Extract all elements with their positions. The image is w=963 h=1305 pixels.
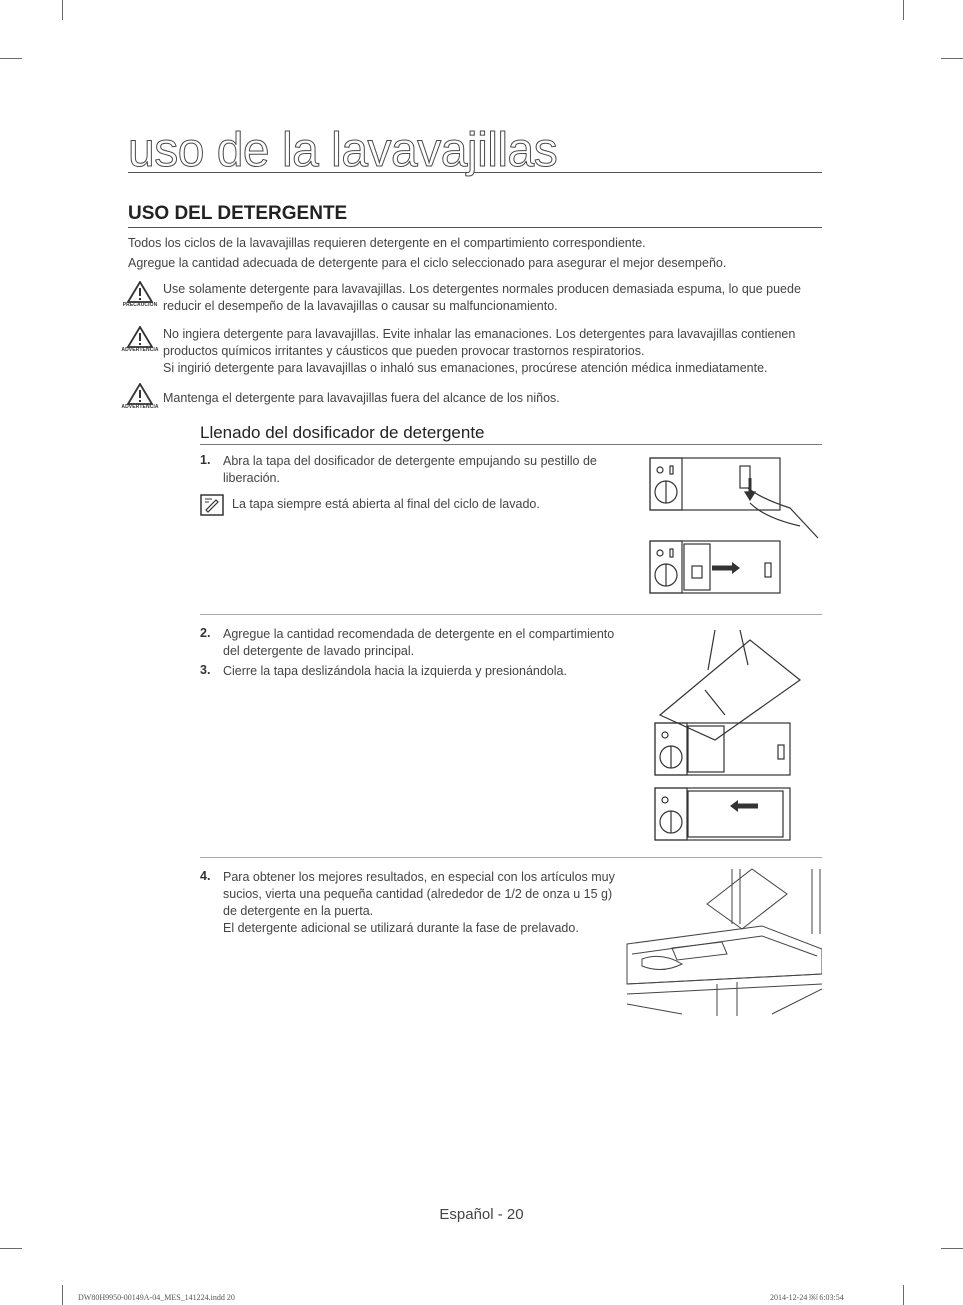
step-text: Abra la tapa del dosificador de detergente empujando su pestillo de	[223, 454, 597, 468]
warning-text: No ingiera detergente para lavavajillas. Evite inhalar las emanaciones. Los detergentes para lavavajillas contienen	[163, 327, 796, 341]
crop-mark	[903, 0, 904, 20]
intro-line: Todos los ciclos de la lavavajillas requieren detergente en el compartimiento correspondiente.	[128, 236, 646, 250]
crop-mark	[62, 0, 63, 20]
caution-text: Use solamente detergente para lavavajillas. Los detergentes normales producen demasiada espuma, lo que puede	[163, 282, 801, 296]
crop-mark	[941, 1248, 963, 1249]
warning-text: productos químicos irritantes y cáusticos que pueden provocar trastornos respiratorios.	[163, 344, 645, 358]
step-number: 3.	[200, 663, 211, 677]
warning-text: Si ingirió detergente para lavavajillas o inhaló sus emanaciones, procúrese atención médica inmediatamente.	[163, 361, 768, 375]
file-slug: DW80H9950-00149A-04_MES_141224.indd 20	[78, 1293, 235, 1302]
caution-label: PRECAUCIÓN	[122, 302, 158, 308]
warning-label: ADVERTENCIA	[121, 347, 159, 353]
step-text: Cierre la tapa deslizándola hacia la izquierda y presionándola.	[223, 664, 567, 678]
warning-label: ADVERTENCIA	[121, 404, 159, 410]
step-number: 2.	[200, 626, 211, 640]
step-text: Para obtener los mejores resultados, en especial con los artículos muy	[223, 870, 615, 884]
step-text: de detergente en la puerta.	[223, 904, 374, 918]
step-text: sucios, vierta una pequeña cantidad (alrededor de 1/2 de onza u 15 g)	[223, 887, 613, 901]
chapter-title	[128, 118, 822, 177]
crop-mark	[62, 1285, 63, 1305]
step-number: 1.	[200, 453, 211, 467]
crop-mark	[0, 1248, 22, 1249]
step-text: liberación.	[223, 471, 280, 485]
dispenser-fill-illustration	[640, 620, 822, 845]
dispenser-open-illustration	[640, 448, 822, 603]
note-text: La tapa siempre está abierta al final del ciclo de lavado.	[232, 497, 540, 511]
caution-icon	[118, 281, 162, 308]
crop-mark	[0, 58, 22, 59]
door-prewash-illustration	[622, 864, 822, 1020]
chapter-title-text: uso de la lavavajillas	[128, 124, 558, 177]
section-title: USO DEL DETERGENTE	[128, 203, 822, 228]
subsection-title: Llenado del dosificador de detergente	[200, 423, 822, 445]
crop-mark	[941, 58, 963, 59]
caution-text: reducir el desempeño de la lavavajillas o causar su malfuncionamiento.	[163, 299, 558, 313]
step-text: El detergente adicional se utilizará durante la fase de prelavado.	[223, 921, 579, 935]
page-number: Español - 20	[439, 1206, 524, 1223]
timestamp-slug: 2014-12-24 ￼ 6:03:54	[770, 1293, 844, 1302]
step-number: 4.	[200, 869, 211, 883]
divider	[200, 614, 822, 615]
crop-mark	[903, 1285, 904, 1305]
warning-icon	[118, 326, 162, 353]
step-text: del detergente de lavado principal.	[223, 644, 415, 658]
step-text: Agregue la cantidad recomendada de detergente en el compartimiento	[223, 627, 615, 641]
intro-line: Agregue la cantidad adecuada de detergente para el ciclo seleccionado para asegurar el mejor desempeño.	[128, 256, 727, 270]
divider	[200, 857, 822, 858]
note-icon	[200, 494, 224, 516]
warning-icon	[118, 383, 162, 410]
warning-text: Mantenga el detergente para lavavajillas fuera del alcance de los niños.	[163, 391, 560, 405]
